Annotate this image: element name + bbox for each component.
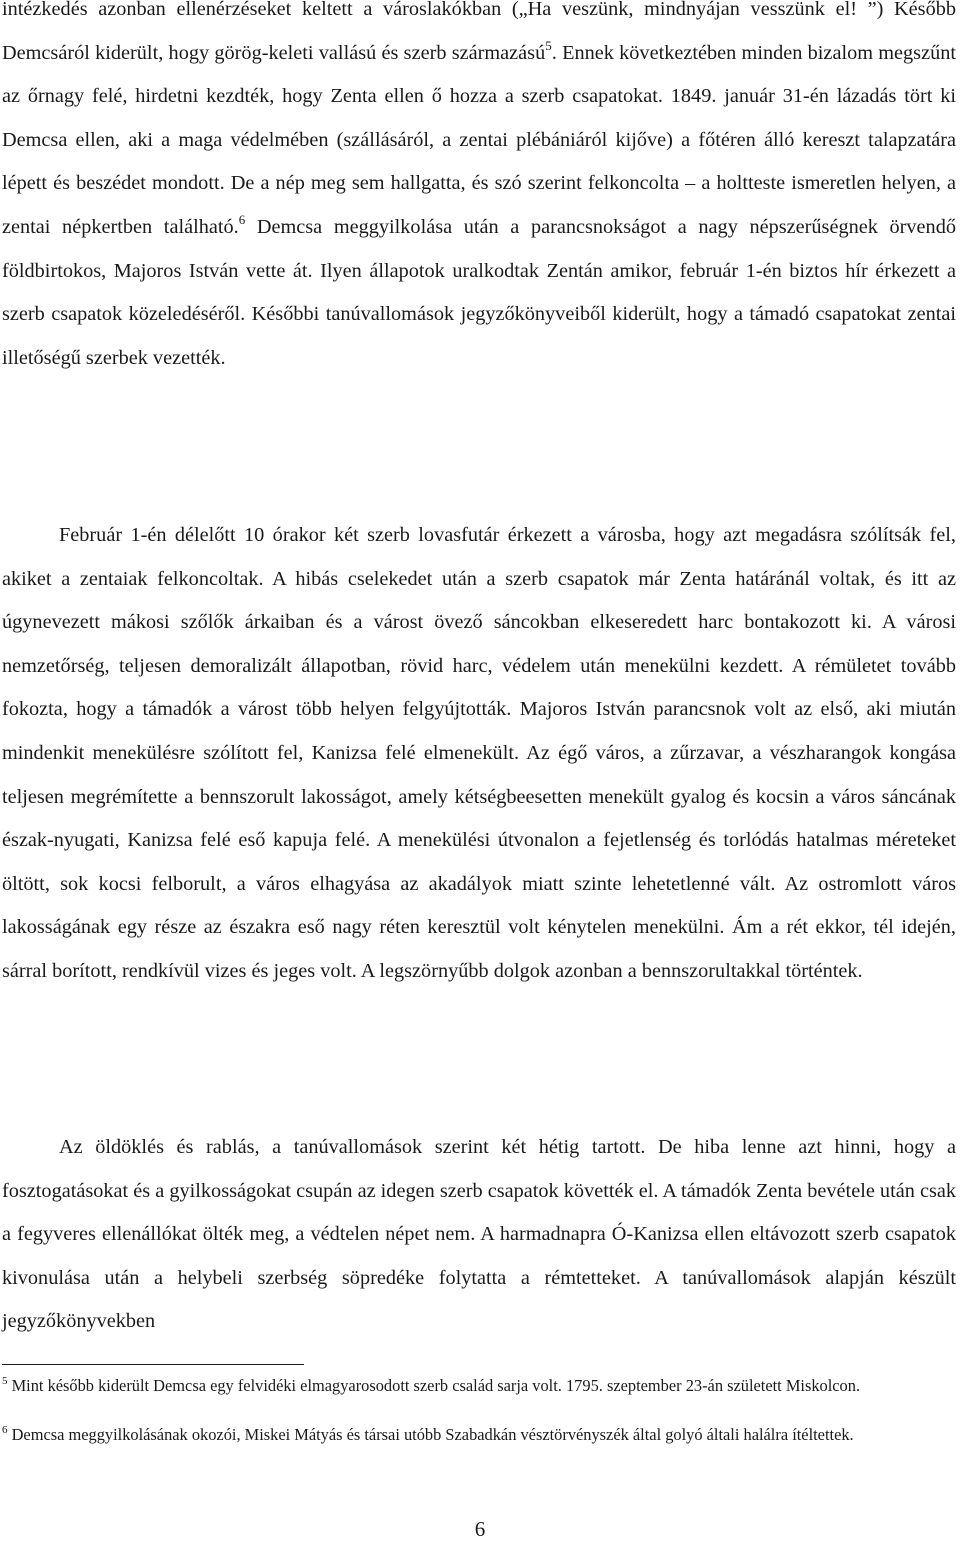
paragraph-1-text-a: intézkedés azonban ellenérzéseket keltett a városlakókban („Ha veszünk, mindnyájan vesszünk el! ”) Később Demcsáról kiderült, hogy görög-keleti vallású és szerb származású [2, 0, 956, 64]
footnote-ref-6[interactable]: 6 [238, 211, 246, 227]
body-paragraph-3: Az öldöklés és rablás, a tanúvallomások szerint két hétig tartott. De hiba lenne azt hinni, hogy a fosztogatásokat és a gyilkosságokat csupán az idegen szerb csapatok követték el. A támadók Zenta bevétele után csak a fegyveres ellenállókat ölték meg, a védtelen népet nem. A harmadnapra Ó-Kanizsa ellen eltávozott szerb csapatok kivonulása után a helybeli szerbség söpredéke folytatta a rémtetteket. A tanúvallomások alapján készült jegyzőkönyvekben [2, 1136, 956, 1333]
body-paragraph-2: Február 1-én délelőtt 10 órakor két szerb lovasfutár érkezett a városba, hogy azt megadásra szólítsák fel, akiket a zentaiak felkoncoltak. A hibás cselekedet után a szerb csapatok már Zenta határánál voltak, és itt az úgynevezett mákosi szőlők árkaiban és a várost övező sáncokban elkeseredett harc bontakozott ki. A városi nemzetőrség, teljesen demoralizált állapotban, rövid harc, védelem után menekülni kezdett. A rémületet tovább fokozta, hogy a támadók a várost több helyen felgyújtották. Majoros István parancsnok volt az első, aki miután mindenkit menekülésre szólított fel, Kanizsa felé elmenekült. Az égő város, a zűrzavar, a vészharangok kongása teljesen megrémítette a bennszorult lakosságot, amely kétségbeesetten menekült gyalog és kocsin a város sáncának észak-nyugati, Kanizsa felé eső kapuja felé. A menekülési útvonalon a fejetlenség és torlódás hatalmas méreteket öltött, sok kocsi felborult, a város elhagyása az akadályok miatt szinte lehetetlenné vált. Az ostromlott város lakosságának egy része az északra eső nagy réten keresztül volt kénytelen menekülni. Ám a rét ekkor, tél idején, sárral borított, rendkívül vizes és jeges volt. A legszörnyűbb dolgok azonban a bennszorultakkal történtek. [2, 524, 956, 982]
paragraph-1-text-b: . Ennek következtében minden bizalom megszűnt az őrnagy felé, hirdetni kezdték, hogy Zenta ellen ő hozza a szerb csapatokat. 1849. január 31-én lázadás tört ki Demcsa ellen, aki a maga védelmében (szállásáról, a zentai plébániáról kijőve) a főtéren álló kereszt talapzatára lépett és beszédet mondott. De a nép meg sem hallgatta, és szó szerint felkoncolta – a holtteste ismeretlen helyen, a zentai népkertben található. [2, 41, 956, 238]
footnote-5-number: 5 [2, 1375, 8, 1387]
body-paragraph-1 [2, 0, 956, 380]
footnote-ref-5[interactable]: 5 [545, 37, 552, 53]
page-number: 6 [474, 1517, 486, 1541]
footnote-5-text: Mint később kiderült Demcsa egy felvidéki elmagyarosodott szerb család sarja volt. 1795. szeptember 23-án született Miskolcon. [7, 1376, 861, 1395]
footnote-5 [2, 1374, 956, 1398]
paragraph-1-text-c: Demcsa meggyilkolása után a parancsnokságot a nagy népszerűségnek örvendő földbirtokos, Majoros István vette át. Ilyen állapotok uralkodtak Zentán amikor, február 1-én biztos hír érkezett a szerb csapatok közeledéséről. Későbbi tanúvallomások jegyzőkönyveiből kiderült, hogy a támadó csapatokat zentai illetőségű szerbek vezették. [2, 215, 956, 369]
footnote-6-number: 6 [2, 1424, 8, 1436]
footnote-6-text: Demcsa meggyilkolásának okozói, Miskei Mátyás és társai utóbb Szabadkán vésztörvényszék által golyó általi halálra ítéltettek. [7, 1425, 854, 1444]
footnote-6 [2, 1423, 956, 1447]
footnote-separator [2, 1364, 304, 1365]
